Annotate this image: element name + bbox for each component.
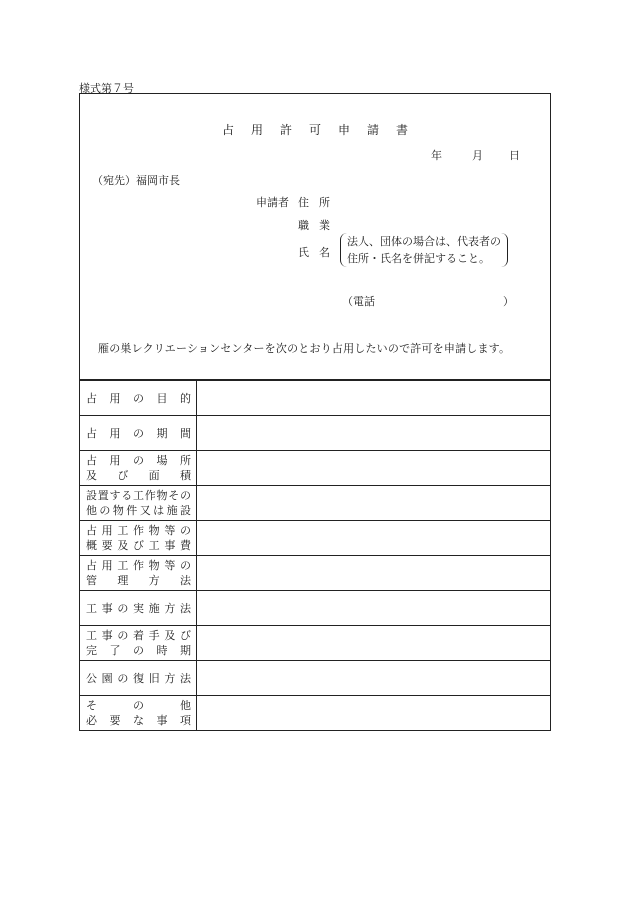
- table-row: [80, 521, 551, 556]
- row-label-line1: 設置する工作物その: [86, 489, 191, 502]
- applicant-label: 申請者: [256, 196, 289, 209]
- date-year: 年: [431, 149, 442, 162]
- name-label: 氏名: [298, 246, 340, 259]
- row-label: [80, 451, 197, 486]
- row-label: [80, 521, 197, 556]
- row-label-line1: 占用工作物等の: [86, 524, 191, 537]
- table-row: [80, 416, 551, 451]
- row-label: [80, 556, 197, 591]
- application-header: [79, 93, 551, 380]
- row-value-field[interactable]: [197, 486, 551, 521]
- form-number: 様式第７号: [79, 82, 134, 95]
- address-label: 住所: [298, 196, 340, 209]
- row-label-line1: 工事の着手及び: [86, 629, 191, 642]
- phone-line: [342, 293, 514, 309]
- date-line: [409, 147, 520, 163]
- name-note-line2: 住所・氏名を併記すること。: [347, 252, 490, 265]
- details-table: [79, 380, 551, 731]
- row-value-field[interactable]: [197, 696, 551, 731]
- row-label: [80, 696, 197, 731]
- row-label: [80, 381, 197, 416]
- row-label-line1: その他: [86, 699, 191, 712]
- table-row: [80, 696, 551, 731]
- phone-open: （電話: [342, 295, 375, 308]
- row-label-line2: 必要な事項: [86, 714, 191, 727]
- table-row: [80, 556, 551, 591]
- row-label-line1: 占用の場所: [86, 454, 191, 467]
- row-label-line2: 他の物件又は施設: [86, 504, 191, 517]
- addressee: （宛先）福岡市長: [92, 174, 180, 187]
- row-value-field[interactable]: [197, 416, 551, 451]
- row-value-field[interactable]: [197, 626, 551, 661]
- date-month: 月: [472, 149, 483, 162]
- row-label-line2: 概要及び工事費: [86, 539, 191, 552]
- row-label: [80, 416, 197, 451]
- row-value-field[interactable]: [197, 591, 551, 626]
- occupation-label: 職業: [298, 219, 340, 232]
- row-value-field[interactable]: [197, 381, 551, 416]
- row-label-line1: 工事の実施方法: [86, 601, 191, 615]
- row-label-line2: 及び面積: [86, 469, 191, 482]
- table-row: [80, 451, 551, 486]
- row-value-field[interactable]: [197, 661, 551, 696]
- row-label-line1: 占用の目的: [86, 391, 191, 405]
- application-statement: 雁の巣レクリエーションセンターを次のとおり占用したいので許可を申請します。: [98, 342, 511, 355]
- form-title: 占用許可申請書: [221, 123, 425, 137]
- row-label-line1: 公園の復旧方法: [86, 671, 191, 685]
- row-label: [80, 661, 197, 696]
- row-value-field[interactable]: [197, 556, 551, 591]
- phone-close: ）: [503, 295, 514, 308]
- table-row: [80, 661, 551, 696]
- row-label: [80, 591, 197, 626]
- date-day: 日: [509, 149, 520, 162]
- row-label-line2: 管理方法: [86, 574, 191, 587]
- table-row: [80, 381, 551, 416]
- row-value-field[interactable]: [197, 521, 551, 556]
- table-row: [80, 626, 551, 661]
- row-label-line1: 占用工作物等の: [86, 559, 191, 572]
- name-note-line1: 法人、団体の場合は、代表者の: [347, 235, 501, 248]
- table-row: [80, 591, 551, 626]
- row-label-line1: 占用の期間: [86, 426, 191, 440]
- name-note: [340, 233, 508, 267]
- row-label: [80, 486, 197, 521]
- table-row: [80, 486, 551, 521]
- row-label-line2: 完了の時期: [86, 644, 191, 657]
- row-value-field[interactable]: [197, 451, 551, 486]
- row-label: [80, 626, 197, 661]
